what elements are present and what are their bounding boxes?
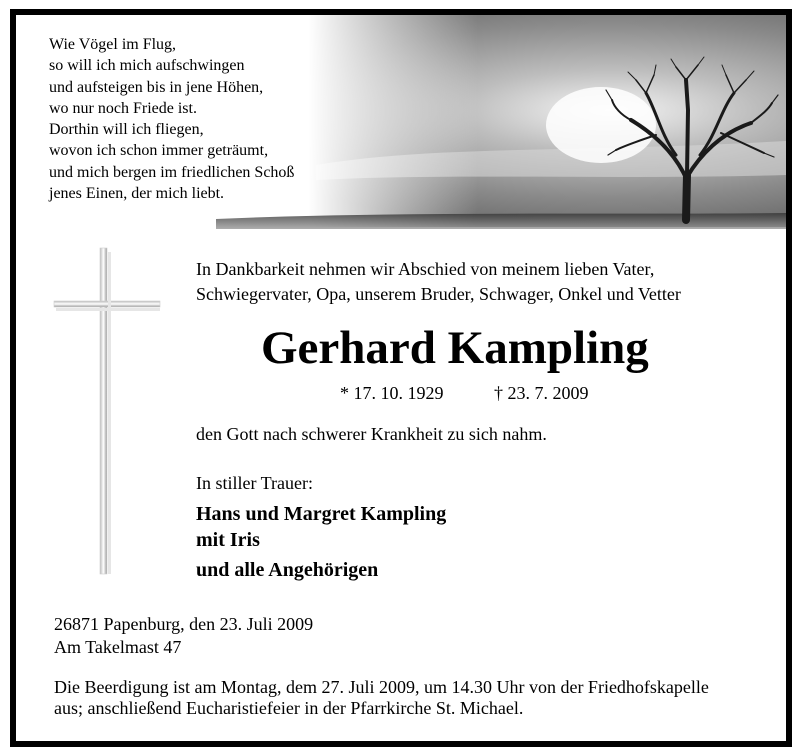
poem-line: und mich bergen im friedlichen Schoß [49,163,295,181]
poem-line: Wie Vögel im Flug, [49,36,177,53]
birth-date: * 17. 10. 1929 [340,383,444,403]
funeral-line: Die Beerdigung ist am Montag, dem 27. Juli 2009, um 14.30 Uhr von der Friedhofskapelle [54,677,709,697]
address [54,613,313,659]
funeral-info [54,677,709,719]
poem-line: und aufsteigen bis in jene Höhen, [49,78,264,96]
poem-line: wovon ich schon immer geträumt, [49,142,269,160]
mourners [196,501,446,583]
mourning-label: In stiller Trauer: [196,473,313,493]
poem-line: Dorthin will ich fliegen, [49,121,204,139]
intro-line: In Dankbarkeit nehmen wir Abschied von meinem lieben Vater, [196,259,655,279]
deceased-name: Gerhard Kampling [261,322,649,374]
mourner-line: Hans und Margret Kampling [196,503,447,525]
intro-line: Schwiegervater, Opa, unserem Bruder, Schwager, Onkel und Vetter [196,284,681,304]
intro-text [196,257,681,307]
poem-line: so will ich mich aufschwingen [49,57,245,75]
poem [49,34,294,204]
obituary-notice [10,9,792,747]
street: Am Takelmast 47 [54,637,182,657]
poem-line: jenes Einen, der mich liebt. [49,185,225,203]
place-date: 26871 Papenburg, den 23. Juli 2009 [54,614,314,634]
death-date: † 23. 7. 2009 [494,383,589,403]
cross-icon [46,240,166,580]
funeral-line: aus; anschließend Eucharistiefeier in der Pfarrkirche St. Michael. [54,698,524,718]
mourner-line: mit Iris [196,529,260,551]
death-note: den Gott nach schwerer Krankheit zu sich nahm. [196,424,547,444]
poem-line: wo nur noch Friede ist. [49,99,197,117]
mourner-line: und alle Angehörigen [196,559,379,581]
